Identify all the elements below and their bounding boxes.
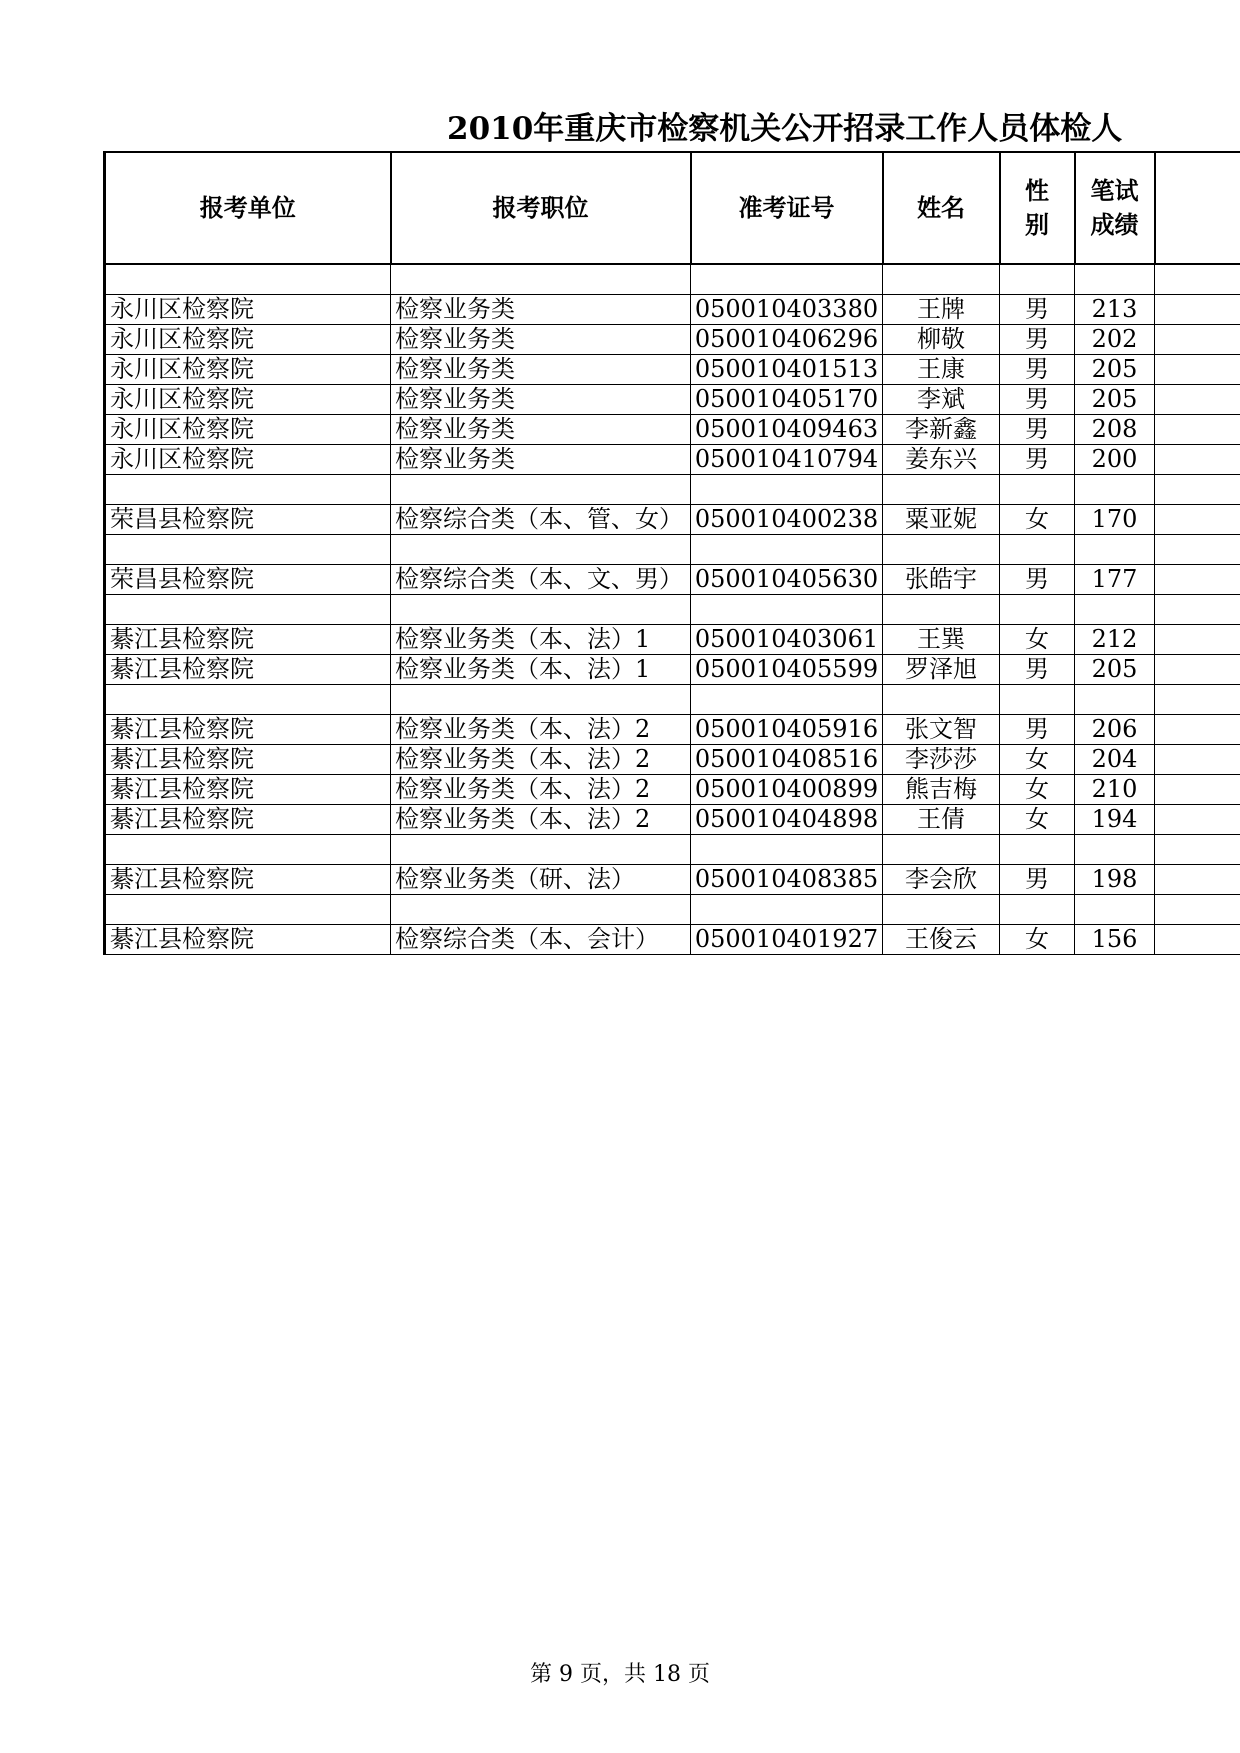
cell-unit (105, 595, 391, 625)
cell-exam-id: 050010401513 (691, 355, 883, 385)
cell-name: 李莎莎 (883, 745, 1000, 775)
cell-exam-id: 050010401927 (691, 925, 883, 955)
cell-cut-off (1155, 325, 1240, 355)
cell-exam-id: 050010400238 (691, 505, 883, 535)
cell-cut-off (1155, 715, 1240, 745)
cell-exam-id: 050010408385 (691, 865, 883, 895)
cell-cut-off (1155, 264, 1240, 295)
cell-name: 王俊云 (883, 925, 1000, 955)
cell-score (1075, 835, 1155, 865)
cell-name: 柳敬 (883, 325, 1000, 355)
cell-position (391, 535, 691, 565)
cell-cut-off (1155, 745, 1240, 775)
page-footer: 第 9 页，共 18 页 (530, 1662, 710, 1687)
cell-name: 张文智 (883, 715, 1000, 745)
table-row (105, 565, 1240, 595)
cell-unit: 永川区检察院 (105, 415, 391, 445)
cell-score: 200 (1075, 445, 1155, 475)
cell-name: 李斌 (883, 385, 1000, 415)
cell-score: 210 (1075, 775, 1155, 805)
cell-unit (105, 685, 391, 715)
cell-name: 张皓宇 (883, 565, 1000, 595)
cell-score (1075, 895, 1155, 925)
cell-score (1075, 595, 1155, 625)
cell-sex (1000, 264, 1075, 295)
cell-name: 王牌 (883, 295, 1000, 325)
cell-sex: 男 (1000, 445, 1075, 475)
cell-score: 194 (1075, 805, 1155, 835)
cell-position: 检察综合类（本、文、男） (391, 565, 691, 595)
cell-name: 王康 (883, 355, 1000, 385)
cell-position: 检察业务类 (391, 295, 691, 325)
table-row (105, 295, 1240, 325)
cell-position (391, 475, 691, 505)
cell-unit: 綦江县检察院 (105, 715, 391, 745)
header-position: 报考职位 (391, 152, 691, 264)
cell-name (883, 535, 1000, 565)
cell-cut-off (1155, 595, 1240, 625)
cell-unit (105, 475, 391, 505)
cell-sex: 女 (1000, 775, 1075, 805)
cell-sex: 男 (1000, 325, 1075, 355)
cell-position: 检察业务类（本、法）2 (391, 715, 691, 745)
cell-cut-off (1155, 835, 1240, 865)
header-score (1075, 152, 1155, 264)
cell-sex: 男 (1000, 715, 1075, 745)
header-cut-off (1155, 152, 1240, 264)
cell-exam-id (691, 895, 883, 925)
cell-sex (1000, 685, 1075, 715)
cell-exam-id: 050010405599 (691, 655, 883, 685)
cell-score: 204 (1075, 745, 1155, 775)
cell-unit: 綦江县检察院 (105, 925, 391, 955)
cell-unit (105, 535, 391, 565)
cell-cut-off (1155, 625, 1240, 655)
cell-position (391, 685, 691, 715)
cell-score: 205 (1075, 385, 1155, 415)
cell-position: 检察业务类（本、法）2 (391, 775, 691, 805)
cell-sex: 男 (1000, 355, 1075, 385)
cell-score (1075, 685, 1155, 715)
cell-name: 熊吉梅 (883, 775, 1000, 805)
table-row (105, 745, 1240, 775)
cell-unit: 綦江县检察院 (105, 655, 391, 685)
cell-name (883, 895, 1000, 925)
cell-sex (1000, 595, 1075, 625)
cell-sex: 女 (1000, 925, 1075, 955)
cell-name: 粟亚妮 (883, 505, 1000, 535)
cell-cut-off (1155, 565, 1240, 595)
table-row (105, 505, 1240, 535)
cell-position (391, 895, 691, 925)
cell-score: 212 (1075, 625, 1155, 655)
cell-unit: 綦江县检察院 (105, 865, 391, 895)
cell-position: 检察业务类 (391, 415, 691, 445)
cell-name: 李新鑫 (883, 415, 1000, 445)
cell-sex: 男 (1000, 415, 1075, 445)
header-sex (1000, 152, 1075, 264)
cell-sex (1000, 535, 1075, 565)
cell-name (883, 835, 1000, 865)
cell-position: 检察业务类（本、法）2 (391, 745, 691, 775)
cell-position (391, 595, 691, 625)
cell-sex: 男 (1000, 295, 1075, 325)
cell-unit: 永川区检察院 (105, 325, 391, 355)
header-row (105, 152, 1240, 264)
cell-sex (1000, 895, 1075, 925)
cell-sex: 女 (1000, 625, 1075, 655)
cell-cut-off (1155, 445, 1240, 475)
cell-sex: 女 (1000, 805, 1075, 835)
header-sex-line2: 别 (1025, 210, 1049, 239)
cell-position: 检察业务类 (391, 445, 691, 475)
cell-unit: 永川区检察院 (105, 295, 391, 325)
cell-cut-off (1155, 475, 1240, 505)
cell-score (1075, 264, 1155, 295)
cell-score: 170 (1075, 505, 1155, 535)
spacer-row (105, 264, 1240, 295)
cell-cut-off (1155, 925, 1240, 955)
cell-score: 213 (1075, 295, 1155, 325)
cell-sex: 男 (1000, 385, 1075, 415)
cell-exam-id: 050010406296 (691, 325, 883, 355)
cell-cut-off (1155, 355, 1240, 385)
cell-cut-off (1155, 505, 1240, 535)
cell-cut-off (1155, 805, 1240, 835)
cell-exam-id: 050010400899 (691, 775, 883, 805)
cell-exam-id: 050010403380 (691, 295, 883, 325)
cell-cut-off (1155, 535, 1240, 565)
cell-score: 205 (1075, 655, 1155, 685)
cell-cut-off (1155, 865, 1240, 895)
cell-score: 206 (1075, 715, 1155, 745)
cell-sex (1000, 835, 1075, 865)
cell-exam-id (691, 685, 883, 715)
cell-name (883, 685, 1000, 715)
table-row (105, 325, 1240, 355)
candidates-table (103, 151, 1240, 955)
cell-exam-id (691, 535, 883, 565)
cell-exam-id: 050010404898 (691, 805, 883, 835)
cell-score: 202 (1075, 325, 1155, 355)
cell-unit: 綦江县检察院 (105, 805, 391, 835)
cell-position: 检察业务类（研、法） (391, 865, 691, 895)
table-row (105, 445, 1240, 475)
cell-score: 208 (1075, 415, 1155, 445)
table-row (105, 805, 1240, 835)
cell-unit: 綦江县检察院 (105, 625, 391, 655)
cell-sex: 女 (1000, 745, 1075, 775)
cell-position: 检察业务类（本、法）1 (391, 625, 691, 655)
cell-position (391, 264, 691, 295)
cell-unit: 荣昌县检察院 (105, 505, 391, 535)
cell-unit: 永川区检察院 (105, 355, 391, 385)
cell-unit: 永川区检察院 (105, 385, 391, 415)
cell-unit: 綦江县检察院 (105, 745, 391, 775)
cell-exam-id: 050010405630 (691, 565, 883, 595)
cell-name: 姜东兴 (883, 445, 1000, 475)
table-row (105, 715, 1240, 745)
spacer-row (105, 895, 1240, 925)
cell-exam-id (691, 475, 883, 505)
cell-position (391, 835, 691, 865)
cell-unit (105, 895, 391, 925)
cell-exam-id: 050010403061 (691, 625, 883, 655)
cell-name: 王倩 (883, 805, 1000, 835)
cell-unit (105, 835, 391, 865)
cell-unit: 荣昌县检察院 (105, 565, 391, 595)
spacer-row (105, 685, 1240, 715)
cell-sex: 男 (1000, 565, 1075, 595)
table-row (105, 625, 1240, 655)
cell-score: 156 (1075, 925, 1155, 955)
header-sex-line1: 性 (1025, 176, 1049, 205)
table-frame (103, 151, 1240, 969)
table-row (105, 355, 1240, 385)
cell-cut-off (1155, 385, 1240, 415)
cell-position: 检察综合类（本、会计） (391, 925, 691, 955)
cell-cut-off (1155, 895, 1240, 925)
cell-position: 检察业务类 (391, 325, 691, 355)
cell-cut-off (1155, 655, 1240, 685)
spacer-row (105, 475, 1240, 505)
cell-name: 王巽 (883, 625, 1000, 655)
cell-exam-id (691, 595, 883, 625)
cell-position: 检察业务类（本、法）2 (391, 805, 691, 835)
cell-name (883, 595, 1000, 625)
table-row (105, 655, 1240, 685)
cell-position: 检察业务类 (391, 385, 691, 415)
cell-exam-id: 050010405916 (691, 715, 883, 745)
cell-score (1075, 475, 1155, 505)
table-row (105, 775, 1240, 805)
cell-position: 检察综合类（本、管、女） (391, 505, 691, 535)
cell-unit (105, 264, 391, 295)
cell-sex: 男 (1000, 865, 1075, 895)
cell-exam-id: 050010410794 (691, 445, 883, 475)
cell-score (1075, 535, 1155, 565)
cell-unit: 永川区检察院 (105, 445, 391, 475)
page-title: 2010年重庆市检察机关公开招录工作人员体检人 (447, 111, 1123, 147)
table-row (105, 925, 1240, 955)
header-name: 姓名 (883, 152, 1000, 264)
cell-sex: 男 (1000, 655, 1075, 685)
cell-exam-id: 050010405170 (691, 385, 883, 415)
spacer-row (105, 835, 1240, 865)
cell-position: 检察业务类（本、法）1 (391, 655, 691, 685)
cell-position: 检察业务类 (391, 355, 691, 385)
cell-exam-id: 050010408516 (691, 745, 883, 775)
cell-name: 李会欣 (883, 865, 1000, 895)
header-unit: 报考单位 (105, 152, 391, 264)
cell-sex: 女 (1000, 505, 1075, 535)
cell-cut-off (1155, 685, 1240, 715)
header-score-line2: 成绩 (1090, 210, 1139, 239)
table-row (105, 865, 1240, 895)
cell-cut-off (1155, 775, 1240, 805)
cell-cut-off (1155, 295, 1240, 325)
header-exam-id: 准考证号 (691, 152, 883, 264)
cell-sex (1000, 475, 1075, 505)
spacer-row (105, 595, 1240, 625)
table-body (105, 264, 1240, 955)
cell-name: 罗泽旭 (883, 655, 1000, 685)
cell-score: 198 (1075, 865, 1155, 895)
header-score-line1: 笔试 (1090, 176, 1139, 205)
cell-score: 177 (1075, 565, 1155, 595)
cell-name (883, 475, 1000, 505)
cell-exam-id (691, 264, 883, 295)
cell-exam-id: 050010409463 (691, 415, 883, 445)
cell-score: 205 (1075, 355, 1155, 385)
cell-cut-off (1155, 415, 1240, 445)
table-row (105, 385, 1240, 415)
table-row (105, 415, 1240, 445)
cell-exam-id (691, 835, 883, 865)
cell-unit: 綦江县检察院 (105, 775, 391, 805)
cell-name (883, 264, 1000, 295)
spacer-row (105, 535, 1240, 565)
